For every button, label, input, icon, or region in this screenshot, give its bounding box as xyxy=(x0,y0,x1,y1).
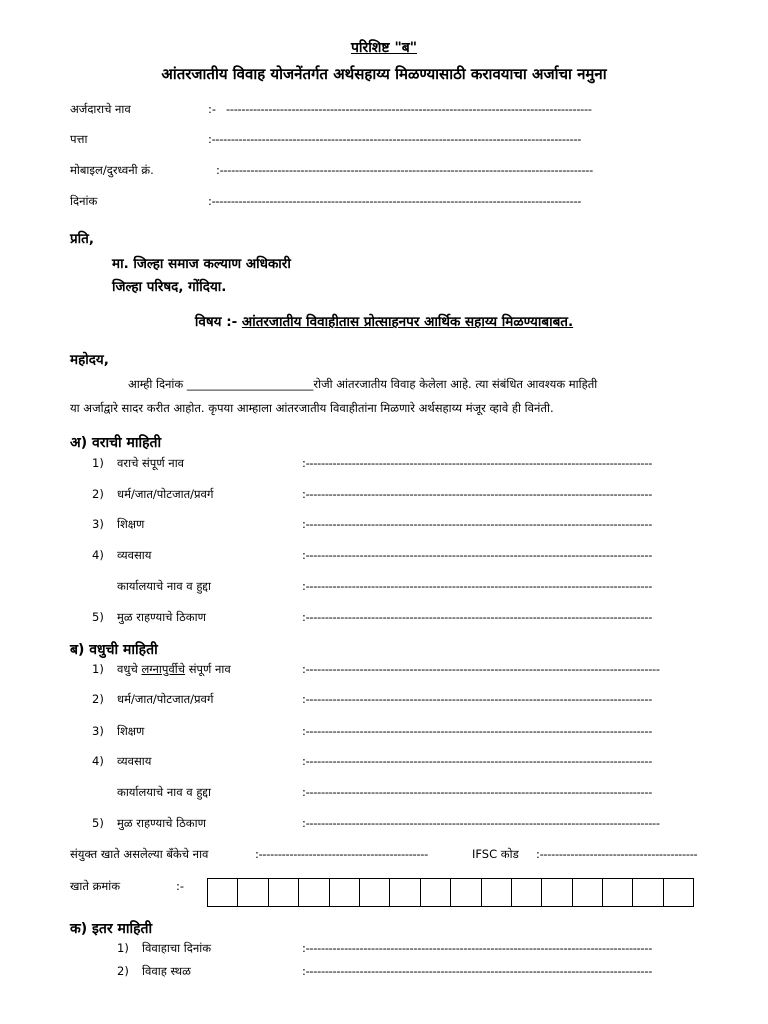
subject-text: आंतरजातीय विवाहीतास प्रोत्साहनपर आर्थिक सहाय्य मिळण्याबाबत. xyxy=(241,314,574,330)
groom-office-designation-label: कार्यालयाचे नाव व हुद्दा xyxy=(117,579,211,593)
groom-item-number: 2) xyxy=(92,487,104,501)
groom-native-place-line: :------------------------------------------------------------------------------------------ xyxy=(302,610,653,624)
account-number-sep: :- xyxy=(176,879,185,893)
to-label: प्रति, xyxy=(70,231,95,247)
marriage-date-line: :------------------------------------------------------------------------------------------ xyxy=(302,941,653,955)
marriage-venue-label: विवाह स्थळ xyxy=(142,964,191,978)
account-number-boxes xyxy=(207,878,694,907)
applicant-name-line: ----------------------------------------------------------------------------------------------- xyxy=(226,102,592,116)
account-digit-box xyxy=(603,879,633,906)
bride-maiden-name-underlined: लग्नापुर्वीचे xyxy=(141,662,186,676)
appendix-heading: परिशिष्ट "ब" xyxy=(350,40,418,56)
account-digit-box xyxy=(482,879,512,906)
address-label: पत्ता xyxy=(70,132,88,146)
groom-item-number: 3) xyxy=(92,517,104,531)
bride-maiden-name-label xyxy=(117,662,231,677)
account-digit-box xyxy=(542,879,572,906)
other-item-number: 1) xyxy=(117,941,129,955)
other-section-heading: क) इतर माहिती xyxy=(70,921,153,937)
groom-education-label: शिक्षण xyxy=(117,517,145,531)
groom-item-number: 1) xyxy=(92,456,104,470)
date-label: दिनांक xyxy=(70,194,98,208)
applicant-name-sep: :- xyxy=(208,102,217,116)
account-digit-box xyxy=(299,879,329,906)
letter-line-2: या अर्जाद्वारे सादर करीत आहोत. कृपया आम्हाला आंतरजातीय विवाहीतांना मिळणारे अर्थसहाय्य मंजूर व्हावे ही विनंती. xyxy=(70,401,554,415)
bride-religion-caste-label: धर्म/जात/पोटजात/प्रवर्ग xyxy=(117,692,214,706)
ifsc-line: :----------------------------------------- xyxy=(536,847,698,861)
groom-native-place-label: मुळ राहण्याचे ठिकाण xyxy=(117,610,206,624)
account-digit-box xyxy=(573,879,603,906)
other-item-number: 2) xyxy=(117,964,129,978)
account-digit-box xyxy=(421,879,451,906)
bride-item-number: 3) xyxy=(92,724,104,738)
date-line: :------------------------------------------------------------------------------------------------ xyxy=(208,194,582,208)
account-digit-box xyxy=(269,879,299,906)
salutation: महोदय, xyxy=(70,352,109,368)
joint-bank-label: संयुक्त खाते असलेल्या बँकेचे नाव xyxy=(70,847,209,861)
recipient-line-2: जिल्हा परिषद, गोंदिया. xyxy=(112,279,227,295)
account-digit-box xyxy=(390,879,420,906)
subject-line xyxy=(0,312,768,330)
groom-occupation-label: व्यवसाय xyxy=(117,548,152,562)
recipient-line-1: मा. जिल्हा समाज कल्याण अधिकारी xyxy=(112,256,291,272)
marriage-venue-line: :------------------------------------------------------------------------------------------ xyxy=(302,964,653,978)
groom-office-designation-line: :------------------------------------------------------------------------------------------ xyxy=(302,579,653,593)
bride-maiden-name-post: संपूर्ण नाव xyxy=(188,662,231,676)
form-title: आंतरजातीय विवाह योजनेंतर्गत अर्थसहाय्य मिळण्यासाठी करावयाचा अर्जाचा नमुना xyxy=(161,65,607,83)
account-digit-box xyxy=(208,879,238,906)
bride-native-place-label: मुळ राहण्याचे ठिकाण xyxy=(117,816,206,830)
address-line: :------------------------------------------------------------------------------------------------ xyxy=(208,132,582,146)
letter-line-1 xyxy=(128,377,597,392)
bride-occupation-label: व्यवसाय xyxy=(117,754,152,768)
groom-section-heading: अ) वराची माहिती xyxy=(70,435,162,451)
bride-religion-caste-line: :------------------------------------------------------------------------------------------ xyxy=(302,692,653,706)
letter-line-1-start: आम्ही दिनांक xyxy=(128,377,184,391)
groom-full-name-line: :------------------------------------------------------------------------------------------ xyxy=(302,456,653,470)
bride-native-place-line: :-------------------------------------------------------------------------------------------- xyxy=(302,816,660,830)
account-digit-box xyxy=(451,879,481,906)
account-digit-box xyxy=(633,879,663,906)
account-digit-box xyxy=(512,879,542,906)
subject-prefix: विषय :- xyxy=(194,314,238,330)
account-digit-box xyxy=(664,879,694,906)
groom-education-line: :------------------------------------------------------------------------------------------ xyxy=(302,517,653,531)
ifsc-label: IFSC कोड xyxy=(472,847,519,861)
bride-office-designation-line: :------------------------------------------------------------------------------------------ xyxy=(302,785,653,799)
marriage-date-blank: ______________________ xyxy=(186,377,314,391)
bride-item-number: 2) xyxy=(92,692,104,706)
letter-line-1-end: रोजी आंतरजातीय विवाह केलेला आहे. त्या संबंधित आवश्यक माहिती xyxy=(313,377,598,391)
groom-item-number: 5) xyxy=(92,610,104,624)
applicant-name-label: अर्जदाराचे नाव xyxy=(70,102,131,116)
bride-education-label: शिक्षण xyxy=(117,724,145,738)
bride-item-number: 1) xyxy=(92,662,104,676)
account-digit-box xyxy=(360,879,390,906)
mobile-line: :------------------------------------------------------------------------------------------------- xyxy=(216,163,593,177)
account-digit-box xyxy=(330,879,360,906)
groom-full-name-label: वराचे संपूर्ण नाव xyxy=(117,456,185,470)
bride-item-number: 5) xyxy=(92,816,104,830)
groom-religion-caste-label: धर्म/जात/पोटजात/प्रवर्ग xyxy=(117,487,214,501)
groom-item-number: 4) xyxy=(92,548,104,562)
bride-office-designation-label: कार्यालयाचे नाव व हुद्दा xyxy=(117,785,211,799)
bride-section-heading: ब) वधुची माहिती xyxy=(70,642,158,658)
bride-item-number: 4) xyxy=(92,754,104,768)
groom-occupation-line: :------------------------------------------------------------------------------------------ xyxy=(302,548,653,562)
marriage-date-label: विवाहाचा दिनांक xyxy=(142,941,212,955)
account-number-label: खाते क्रमांक xyxy=(70,879,121,893)
bride-maiden-name-line: :-------------------------------------------------------------------------------------------- xyxy=(302,662,660,676)
bride-occupation-line: :------------------------------------------------------------------------------------------ xyxy=(302,754,653,768)
bride-education-line: :------------------------------------------------------------------------------------------ xyxy=(302,724,653,738)
groom-religion-caste-line: :------------------------------------------------------------------------------------------ xyxy=(302,487,653,501)
mobile-label: मोबाइल/दुरध्वनी क्रं. xyxy=(70,163,154,177)
joint-bank-line: :-------------------------------------------- xyxy=(255,847,428,861)
bride-maiden-name-pre: वधुचे xyxy=(117,662,138,676)
account-digit-box xyxy=(238,879,268,906)
